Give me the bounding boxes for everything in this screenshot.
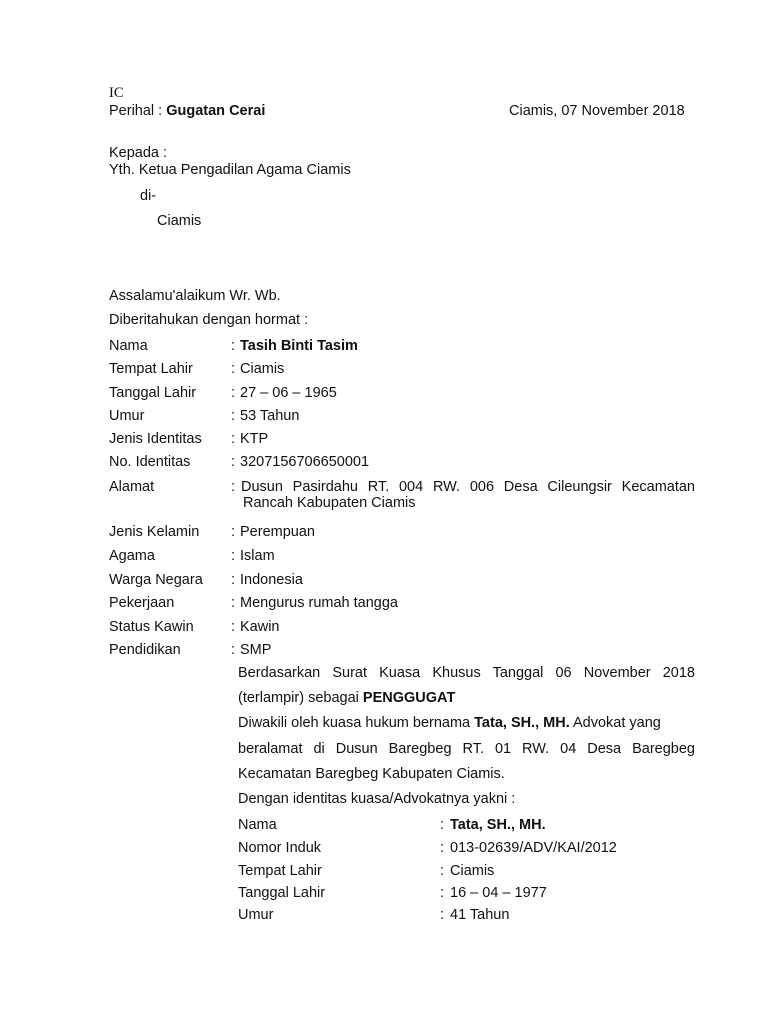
- recipient-city: Ciamis: [157, 213, 202, 229]
- field-value: Indonesia: [240, 572, 303, 588]
- colon: :: [440, 817, 445, 833]
- colon: :: [231, 454, 236, 470]
- colon: :: [231, 431, 236, 447]
- field-value: 013-02639/ADV/KAI/2012: [450, 840, 617, 856]
- field-label: No. Identitas: [109, 454, 191, 470]
- plaintiff-row: [109, 338, 699, 358]
- field-label: Jenis Kelamin: [109, 524, 200, 540]
- body-paragraph-3: Dengan identitas kuasa/Advokatnya yakni :: [238, 791, 516, 807]
- plaintiff-row: [109, 431, 699, 451]
- colon: :: [231, 548, 236, 564]
- colon: :: [231, 338, 236, 354]
- colon: :: [231, 595, 236, 611]
- text-fragment: (terlampir) sebagai: [238, 690, 363, 706]
- body-paragraph-1-line-1: Berdasarkan Surat Kuasa Khusus Tanggal 06 November 2018: [238, 665, 695, 681]
- greeting: Assalamu'alaikum Wr. Wb.: [109, 288, 281, 304]
- plaintiff-row: [109, 408, 699, 428]
- field-value: KTP: [240, 431, 269, 447]
- plaintiff-row: [109, 454, 699, 474]
- colon: :: [231, 524, 236, 540]
- subject-value: Gugatan Cerai: [166, 103, 266, 119]
- place-date: Ciamis, 07 November 2018: [509, 103, 685, 119]
- field-value: Tasih Binti Tasim: [240, 338, 358, 354]
- field-label: Nama: [238, 817, 277, 833]
- field-label: Jenis Identitas: [109, 431, 202, 447]
- plaintiff-row: [109, 548, 699, 568]
- field-value: 53 Tahun: [240, 408, 300, 424]
- field-label: Tempat Lahir: [109, 361, 193, 377]
- colon: :: [231, 479, 236, 495]
- lawyer-row: [238, 907, 695, 927]
- body-paragraph-2-line-2: beralamat di Dusun Baregbeg RT. 01 RW. 04 Desa Baregbeg: [238, 741, 695, 757]
- colon: :: [231, 572, 236, 588]
- lawyer-row: [238, 840, 695, 860]
- lawyer-row: [238, 885, 695, 905]
- field-label: Agama: [109, 548, 155, 564]
- colon: :: [231, 408, 236, 424]
- text-fragment: Diwakili oleh kuasa hukum bernama: [238, 715, 475, 731]
- field-label: Nomor Induk: [238, 840, 322, 856]
- field-label: Nama: [109, 338, 148, 354]
- colon: :: [440, 840, 445, 856]
- lawyer-row: [238, 863, 695, 883]
- colon: :: [231, 619, 236, 635]
- field-value: Islam: [240, 548, 275, 564]
- plaintiff-row: [109, 572, 699, 592]
- plaintiff-row: [109, 385, 699, 405]
- colon: :: [231, 385, 236, 401]
- lawyer-name-inline: Tata, SH., MH.: [474, 715, 570, 731]
- body-paragraph-2-line-1: [238, 715, 695, 732]
- intro-text: Diberitahukan dengan hormat :: [109, 312, 309, 328]
- plaintiff-row: [109, 524, 699, 544]
- body-paragraph-1-line-2: [238, 690, 695, 707]
- field-value: Tata, SH., MH.: [450, 817, 546, 833]
- address-line-2: Rancah Kabupaten Ciamis: [243, 495, 416, 511]
- colon: :: [231, 361, 236, 377]
- colon: :: [440, 885, 445, 901]
- address-line-1: Dusun Pasirdahu RT. 004 RW. 006 Desa Cileungsir Kecamatan: [241, 479, 695, 495]
- field-label: Pendidikan: [109, 642, 181, 658]
- field-label: Tanggal Lahir: [109, 385, 197, 401]
- field-label: Umur: [238, 907, 274, 923]
- field-value: 16 – 04 – 1977: [450, 885, 547, 901]
- field-label: Warga Negara: [109, 572, 203, 588]
- recipient-line: Yth. Ketua Pengadilan Agama Ciamis: [109, 162, 351, 178]
- plaintiff-row: [109, 619, 699, 639]
- field-value: 3207156706650001: [240, 454, 370, 470]
- field-label: Pekerjaan: [109, 595, 175, 611]
- field-value: Perempuan: [240, 524, 315, 540]
- field-value: Ciamis: [450, 863, 495, 879]
- lawyer-row: [238, 817, 695, 837]
- colon: :: [440, 863, 445, 879]
- field-value: SMP: [240, 642, 272, 658]
- field-label: Tempat Lahir: [238, 863, 322, 879]
- field-label: Tanggal Lahir: [238, 885, 326, 901]
- subject-label: Perihal :: [109, 103, 163, 119]
- field-value: Mengurus rumah tangga: [240, 595, 398, 611]
- colon: :: [440, 907, 445, 923]
- field-label: Alamat: [109, 479, 155, 495]
- field-value: Kawin: [240, 619, 280, 635]
- plaintiff-row: [109, 642, 699, 662]
- document-code: IC: [109, 85, 124, 101]
- recipient-di: di-: [140, 188, 157, 204]
- plaintiff-row: [109, 361, 699, 381]
- role-penggugat: PENGGUGAT: [362, 690, 456, 706]
- subject-line: [109, 103, 265, 120]
- body-paragraph-2-line-3: Kecamatan Baregbeg Kabupaten Ciamis.: [238, 766, 505, 782]
- colon: :: [231, 642, 236, 658]
- field-label: Umur: [109, 408, 145, 424]
- plaintiff-row: [109, 595, 699, 615]
- field-value: Ciamis: [240, 361, 285, 377]
- field-value: 27 – 06 – 1965: [240, 385, 337, 401]
- field-value: 41 Tahun: [450, 907, 510, 923]
- text-fragment: Advokat yang: [569, 715, 661, 731]
- field-label: Status Kawin: [109, 619, 194, 635]
- recipient-kepada: Kepada :: [109, 145, 168, 161]
